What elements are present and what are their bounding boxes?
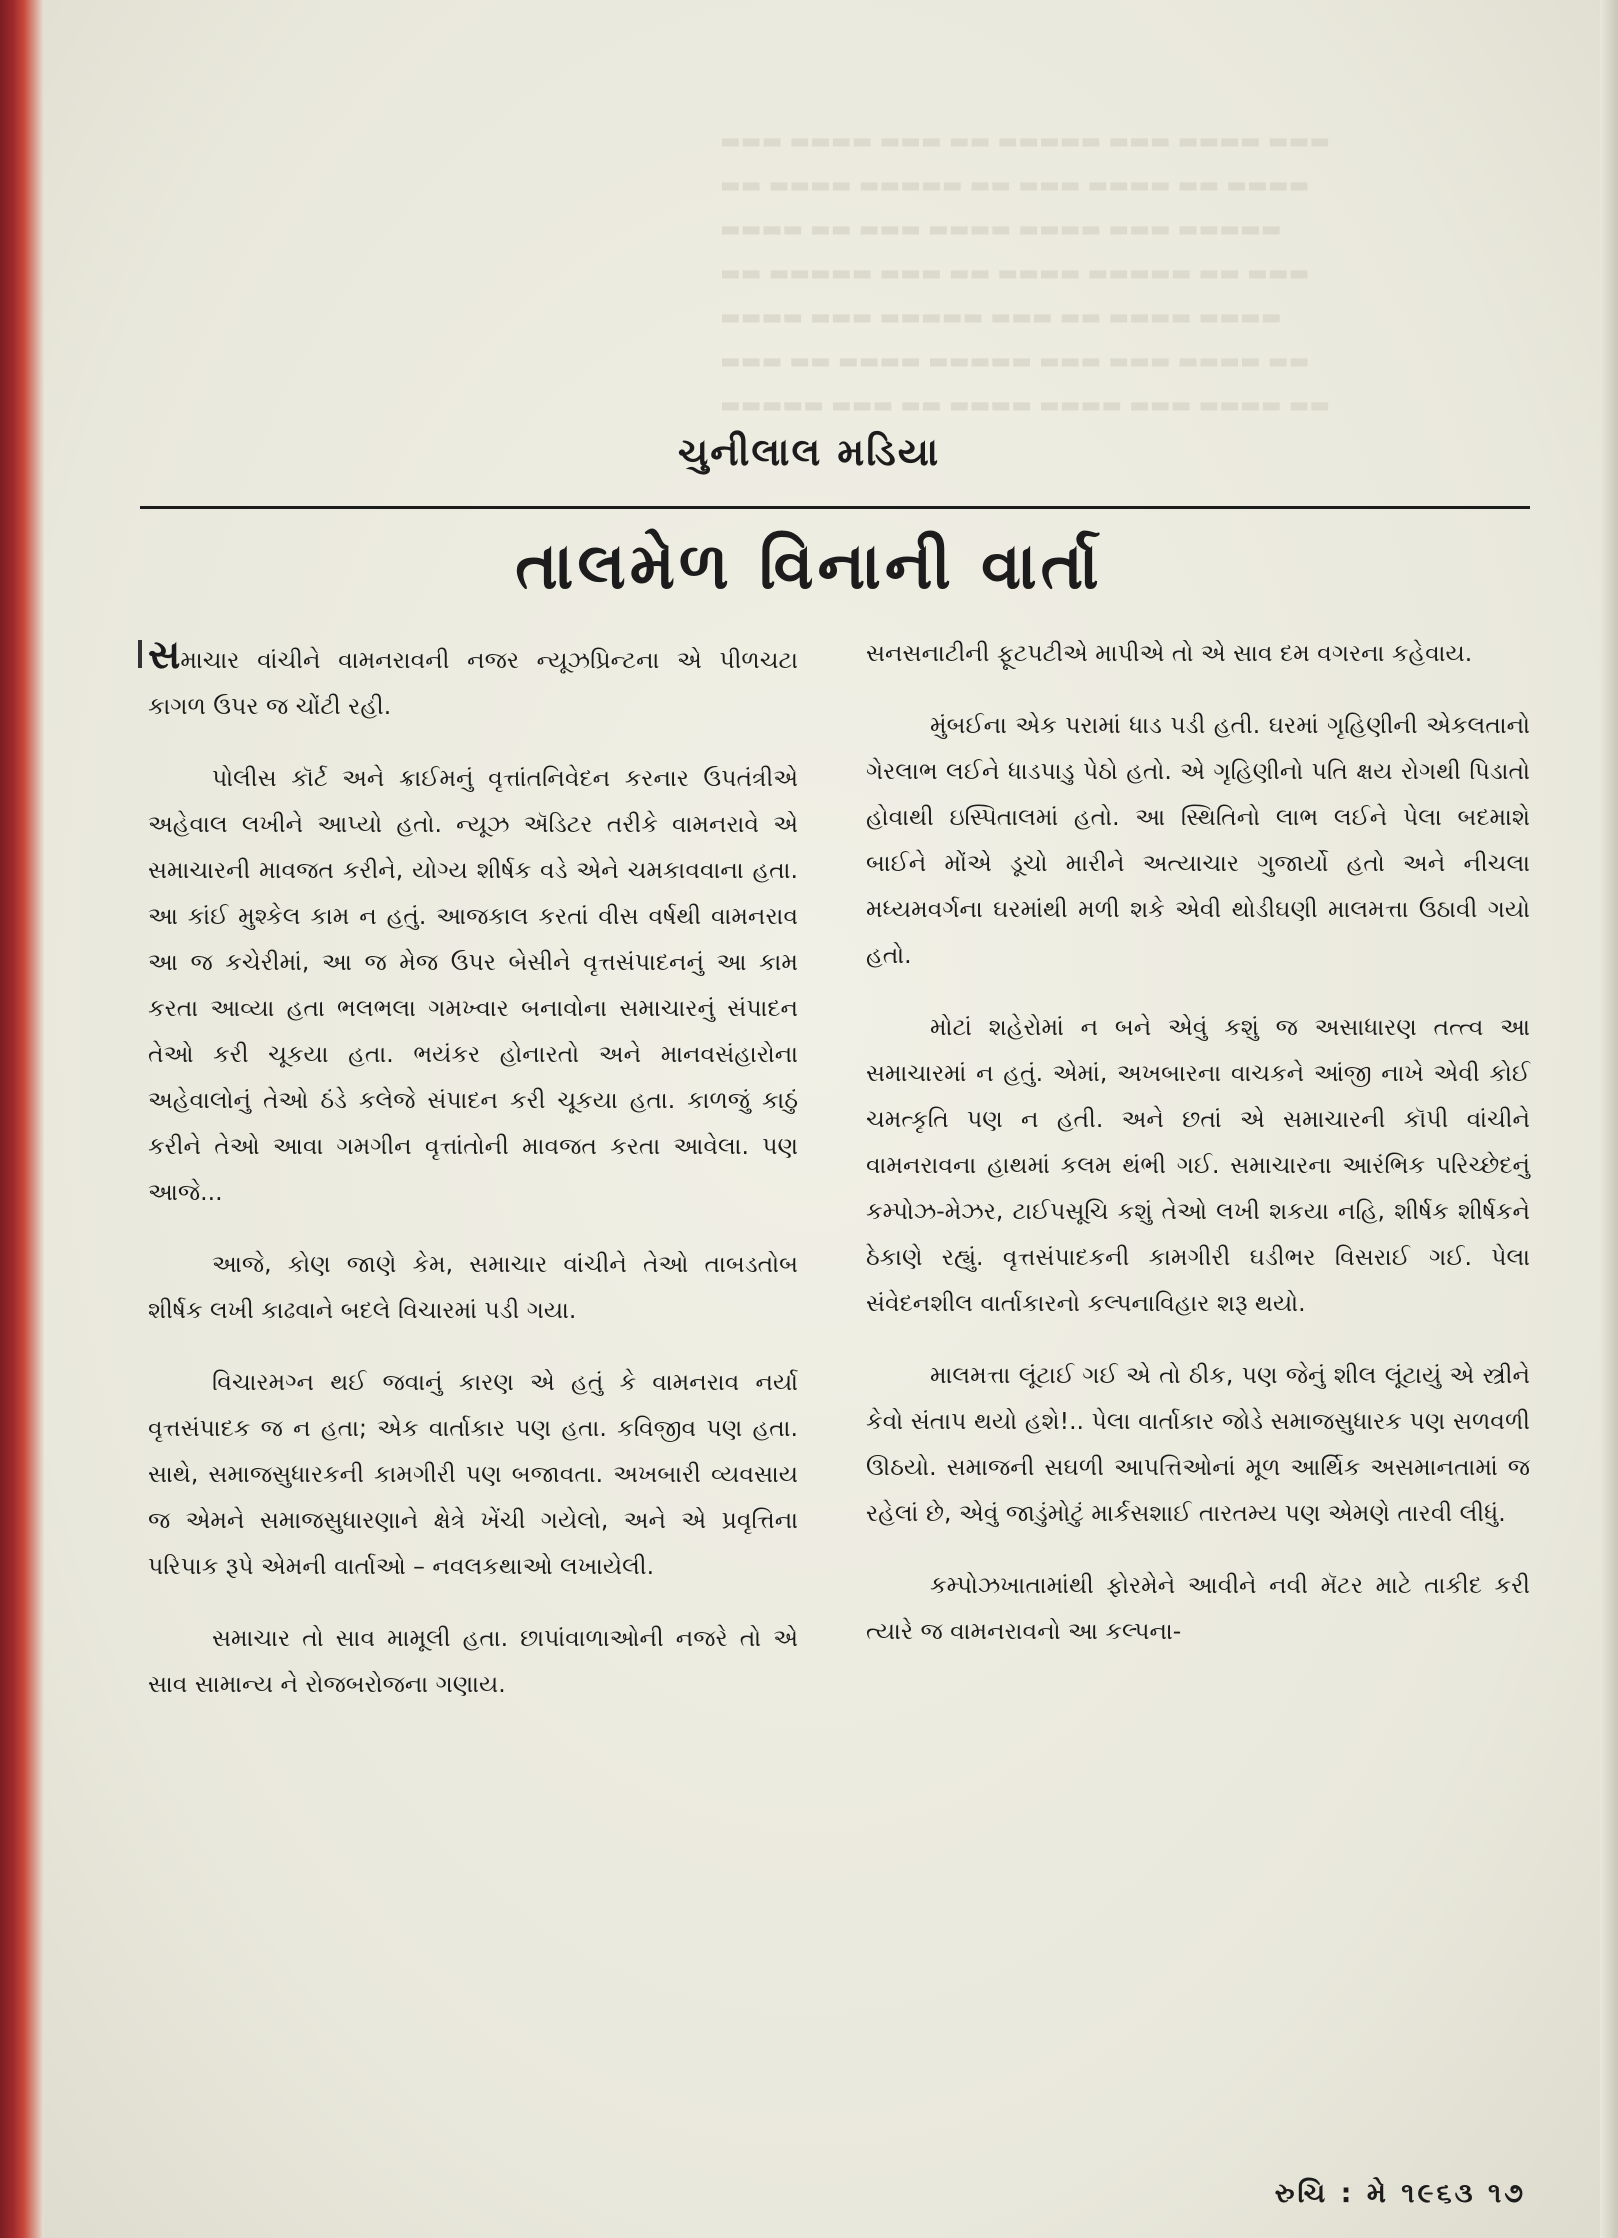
paragraph: સનસનાટીની ફૂટપટીએ માપીએ તો એ સાવ દમ વગરના કહેવાય. [866,639,1473,667]
left-column [148,632,798,1733]
article-author: ચુનીલાલ મડિયા [677,430,941,474]
page-binding-edge [0,0,44,2238]
article-title: તાલમેળ વિનાની વાર્તા [515,530,1103,604]
paragraph: આજે, કોણ જાણે કેમ, સમાચાર વાંચીને તેઓ તાબડતોબ શીર્ષક લખી કાઢવાને બદલે વિચારમાં પડી ગયા. [148,1250,798,1324]
paragraph-text: માચાર વાંચીને વામનરાવની નજર ન્યૂઝપ્રિન્ટના એ પીળચટા કાગળ ઉપર જ ચોંટી રહી. [148,646,798,720]
right-column [866,630,1530,1680]
paragraph: પોલીસ કૉર્ટ અને ક્રાઈમનું વૃત્તાંતનિવેદન કરનાર ઉપતંત્રીએ અહેવાલ લખીને આપ્યો હતો. ન્યૂઝ ઍડિટર તરીકે વામનરાવે એ સમાચારની માવજત કરીને, યોગ્ય શીર્ષક વડે એને ચમકાવવાના હતા. આ કાંઈ મુશ્કેલ કામ ન હતું. આજકાલ કરતાં વીસ વર્ષથી વામનરાવ આ જ કચેરીમાં, આ જ મેજ ઉપર બેસીને વૃત્તસંપાદનનું આ કામ કરતા આવ્યા હતા ભલભલા ગમખ્વાર બનાવોના સમાચારનું સંપાદન તેઓ કરી ચૂકયા હતા. ભયંકર હોનારતો અને માનવસંહારોના અહેવાલોનું તેઓ ઠંડે કલેજે સંપાદન કરી ચૂકયા હતા. કાળજું કાઠું કરીને તેઓ આવા ગમગીન વૃત્તાંતોની માવજત કરતા આવેલા. પણ આજે... [148,764,798,1206]
paragraph: સમાચાર તો સાવ મામૂલી હતા. છાપાંવાળાઓની નજરે તો એ સાવ સામાન્ય ને રોજબરોજના ગણાય. [148,1624,798,1698]
page-right-edge [1600,0,1618,2238]
paragraph: માલમત્તા લૂંટાઈ ગઈ એ તો ઠીક, પણ જેનું શીલ લૂંટાયું એ સ્ત્રીને કેવો સંતાપ થયો હશે!.. પેલા વાર્તાકાર જોડે સમાજસુધારક પણ સળવળી ઊઠયો. સમાજની સઘળી આપત્તિઓનાં મૂળ આર્થિક અસમાનતામાં જ રહેલાં છે, એવું જાડુંમોટું માર્કસશાઈ તારતમ્ય પણ એમણે તારવી લીધું. [866,1361,1530,1527]
drop-cap: સ [148,632,181,678]
paragraph [148,632,798,729]
title-divider [140,506,1530,509]
paragraph: કમ્પોઝખાતામાંથી ફોરમેને આવીને નવી મૅટર માટે તાકીદ કરી ત્યારે જ વામનરાવનો આ કલ્પના- [866,1571,1530,1645]
paragraph: વિચારમગ્ન થઈ જવાનું કારણ એ હતું કે વામનરાવ નર્યા વૃત્તસંપાદક જ ન હતા; એક વાર્તાકાર પણ હતા. કવિજીવ પણ હતા. સાથે, સમાજસુધારકની કામગીરી પણ બજાવતા. અખબારી વ્યવસાય જ એમને સમાજસુધારણાને ક્ષેત્રે ખેંચી ગયેલો, અને એ પ્રવૃત્તિના પરિપાક રૂપે એમની વાર્તાઓ – નવલકથાઓ લખાયેલી. [148,1368,798,1580]
page-footer: રુચિ : મે ૧૯૬૩ ૧૭ [1274,2178,1526,2209]
paragraph: મુંબઈના એક પરામાં ધાડ પડી હતી. ઘરમાં ગૃહિણીની એકલતાનો ગેરલાભ લઈને ધાડપાડુ પેઠો હતો. એ ગૃહિણીનો પતિ ક્ષય રોગથી પિડાતો હોવાથી ઇસ્પિતાલમાં હતો. આ સ્થિતિનો લાભ લઈને પેલા બદમાશે બાઈને મોંએ ડૂચો મારીને અત્યાચાર ગુજાર્યો હતો અને નીચલા મધ્યમવર્ગના ઘરમાંથી મળી શકે એવી થોડીઘણી માલમત્તા ઉઠાવી ગયો હતો. [866,711,1530,969]
column-start-mark [138,640,142,668]
show-through-text: ▬▬▬ ▬▬▬▬ ▬▬▬ ▬▬ ▬▬▬▬▬ ▬▬▬ ▬▬▬▬ ▬▬▬ ▬▬ ▬▬▬▬ ▬▬▬▬▬ ▬▬ ▬▬▬ ▬▬▬▬ ▬▬ ▬▬▬▬ ▬▬▬▬ ▬▬ ▬▬▬ ▬▬▬▬ ▬▬▬▬ ▬▬▬ ▬▬▬▬▬ ▬▬ ▬▬▬▬▬ ▬▬▬ ▬▬ ▬▬▬▬ ▬▬▬▬▬ ▬▬ ▬▬▬ ▬▬▬▬ ▬▬▬ ▬▬▬▬▬ ▬▬▬ ▬▬ ▬▬▬▬ ▬▬▬▬ ▬▬▬ ▬▬ ▬▬▬▬ ▬▬▬▬▬ ▬▬▬ ▬▬▬ ▬▬▬▬ ▬▬ ▬▬▬▬▬ ▬▬▬ ▬▬ ▬▬▬▬ ▬▬▬▬ ▬▬▬ ▬▬▬▬ ▬▬ [720,129,1331,418]
paragraph: મોટાં શહેરોમાં ન બને એવું કશું જ અસાધારણ તત્ત્વ આ સમાચારમાં ન હતું. એમાં, અખબારના વાચકને આંજી નાખે એવી કોઈ ચમત્કૃતિ પણ ન હતી. અને છતાં એ સમાચારની કૉપી વાંચીને વામનરાવના હાથમાં કલમ થંભી ગઈ. સમાચારના આરંભિક પરિચ્છેદનું કમ્પોઝ-મેઝર, ટાઈપસૂચિ કશું તેઓ લખી શકયા નહિ, શીર્ષક શીર્ષકને ઠેકાણે રહ્યું. વૃત્તસંપાદકની કામગીરી ઘડીભર વિસરાઈ ગઈ. પેલા સંવેદનશીલ વાર્તાકારનો કલ્પનાવિહાર શરૂ થયો. [866,1013,1530,1317]
